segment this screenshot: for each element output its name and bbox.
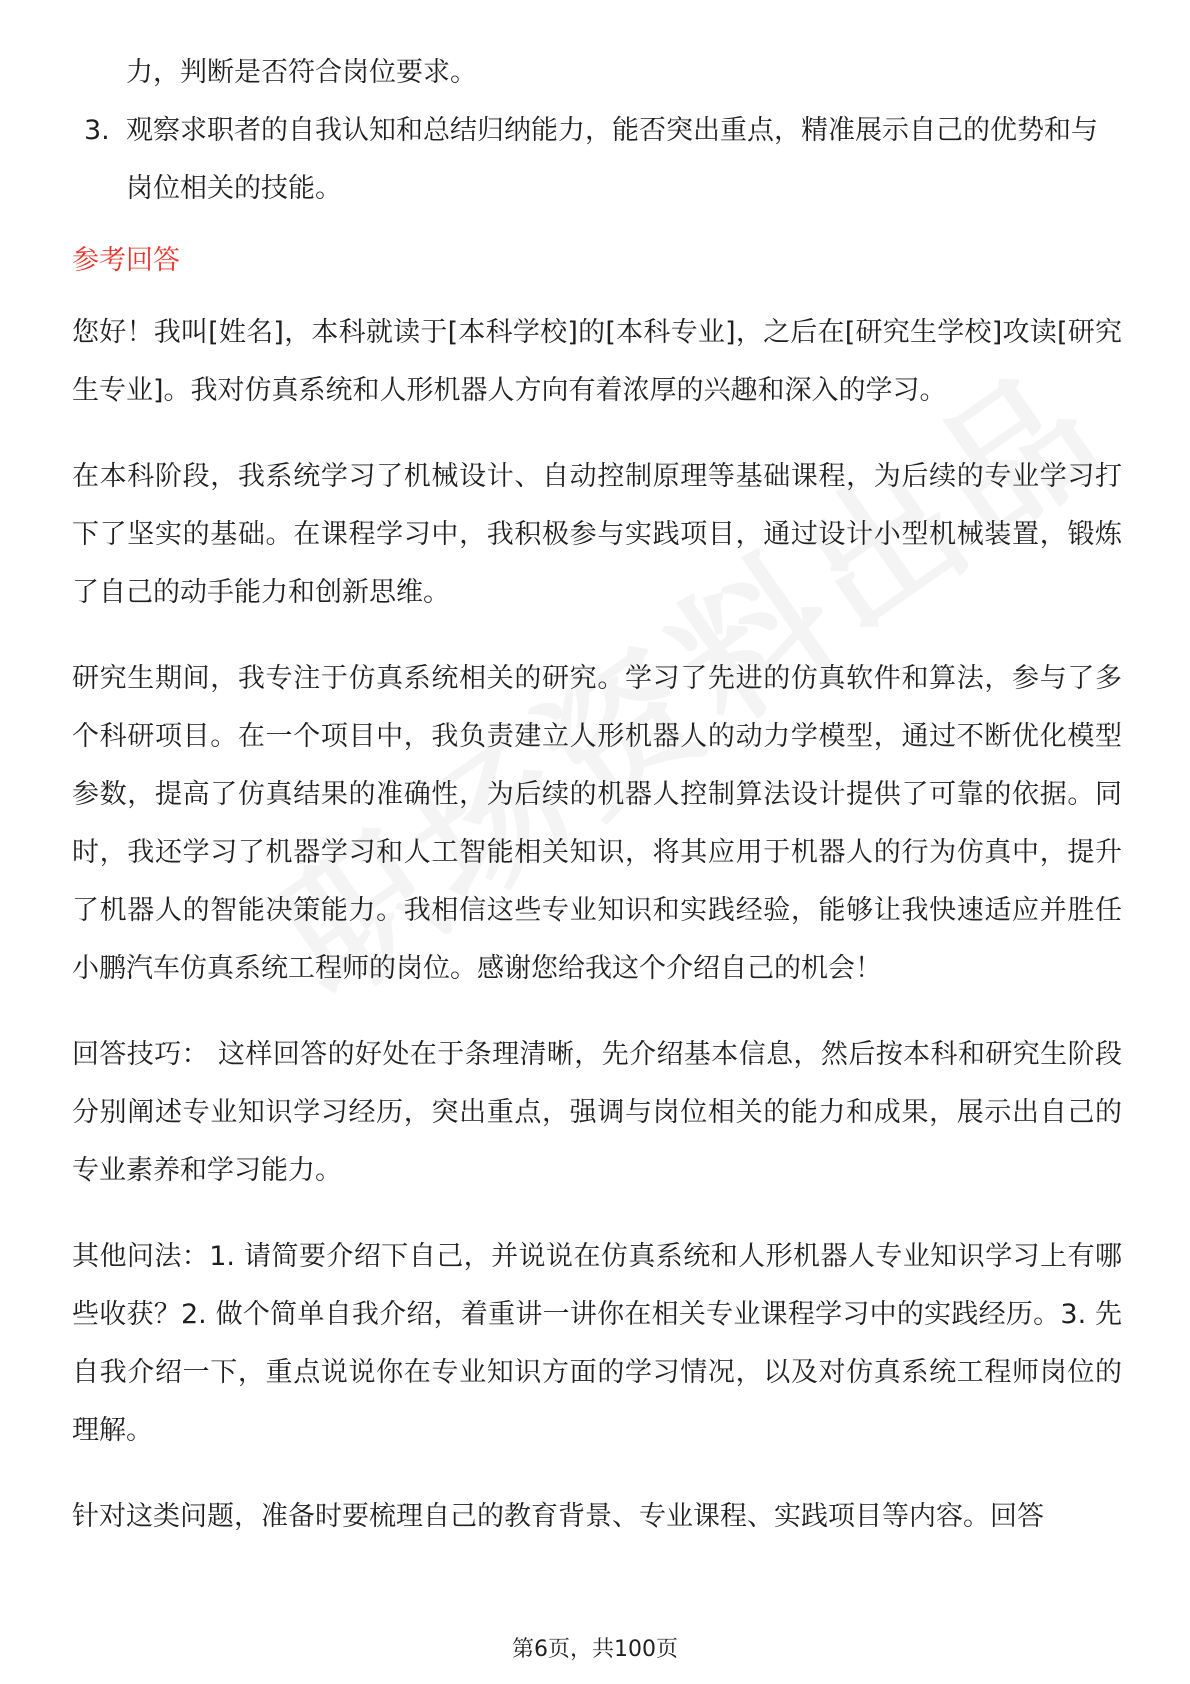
answer-intro-paragraph: 您好！我叫[姓名]，本科就读于[本科学校]的[本科专业]，之后在[研究生学校]攻读[研究生专业]。我对仿真系统和人形机器人方向有着浓厚的兴趣和深入的学习。 xyxy=(72,317,1122,406)
answer-tips-paragraph: 回答技巧： 这样回答的好处在于条理清晰，先介绍基本信息，然后按本科和研究生阶段分别阐述专业知识学习经历，突出重点，强调与岗位相关的能力和成果，展示出自己的专业素养和学习能力。 xyxy=(72,1039,1122,1186)
undergraduate-paragraph: 在本科阶段，我系统学习了机械设计、自动控制原理等基础课程，为后续的专业学习打下了坚实的基础。在课程学习中，我积极参与实践项目，通过设计小型机械装置，锻炼了自己的动手能力和创新思维。 xyxy=(72,461,1122,608)
list-item-text: 观察求职者的自我认知和总结归纳能力，能否突出重点，精准展示自己的优势和与岗位相关的技能。 xyxy=(126,115,1098,204)
page-content xyxy=(72,44,1122,1546)
list-item-continuation: 力，判断是否符合岗位要求。 xyxy=(126,57,477,88)
section-title-reference-answer: 参考回答 xyxy=(72,245,180,276)
list-number: 3. xyxy=(84,115,110,146)
graduate-paragraph: 研究生期间，我专注于仿真系统相关的研究。学习了先进的仿真软件和算法，参与了多个科研项目。在一个项目中，我负责建立人形机器人的动力学模型，通过不断优化模型参数，提高了仿真结果的准确性，为后续的机器人控制算法设计提供了可靠的依据。同时，我还学习了机器学习和人工智能相关知识，将其应用于机器人的行为仿真中，提升了机器人的智能决策能力。我相信这些专业知识和实践经验，能够让我快速适应并胜任小鹏汽车仿真系统工程师的岗位。感谢您给我这个介绍自己的机会！ xyxy=(72,663,1122,984)
page-number-footer: 第6页，共100页 xyxy=(512,1637,678,1662)
preparation-paragraph: 针对这类问题，准备时要梳理自己的教育背景、专业课程、实践项目等内容。回答 xyxy=(72,1501,1044,1532)
other-questions-paragraph: 其他问法：1. 请简要介绍下自己，并说说在仿真系统和人形机器人专业知识学习上有哪些收获？2. 做个简单自我介绍，着重讲一讲你在相关专业课程学习中的实践经历。3. 先自我介绍一下，重点说说你在专业知识方面的学习情况，以及对仿真系统工程师岗位的理解。 xyxy=(72,1241,1122,1446)
list-item-3 xyxy=(72,102,1122,218)
